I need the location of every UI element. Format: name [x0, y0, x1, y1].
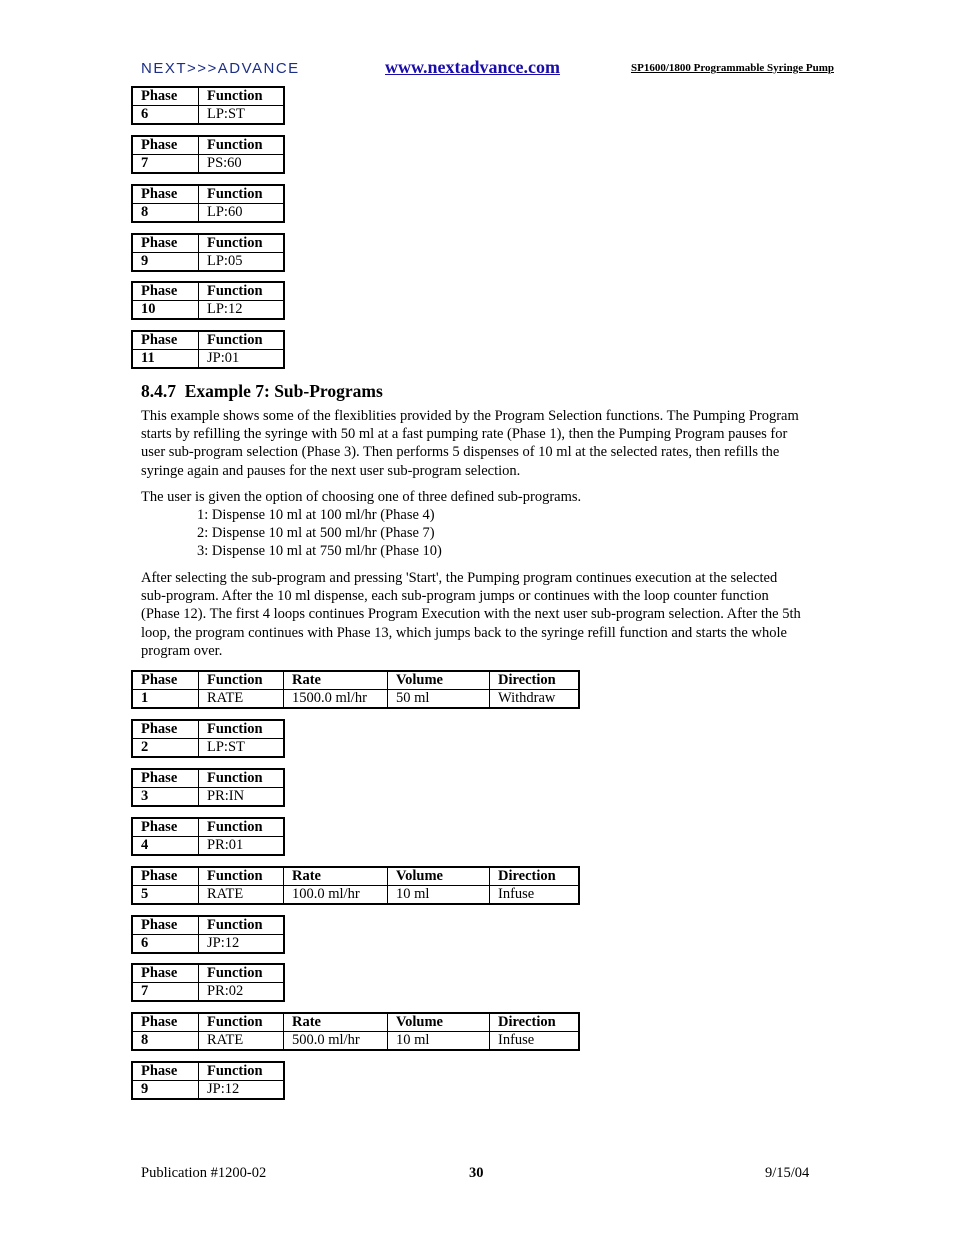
function-cell: LP:12 — [199, 301, 285, 320]
phase-header-cell: Phase — [132, 671, 199, 690]
phase-cell: 1 — [132, 690, 199, 709]
phase-header-cell: Phase — [132, 818, 199, 837]
table-row — [132, 106, 284, 125]
phase-table — [131, 86, 285, 125]
table-header-row — [132, 1013, 579, 1032]
function-cell: LP:ST — [199, 106, 285, 125]
function-header-cell: Function — [199, 671, 284, 690]
phase-header-cell: Phase — [132, 867, 199, 886]
option-item: 2: Dispense 10 ml at 500 ml/hr (Phase 7) — [197, 525, 435, 541]
table-row — [132, 253, 284, 272]
volume-header-cell: Volume — [388, 867, 490, 886]
phase-header-cell: Phase — [132, 964, 199, 983]
table-header-row — [132, 916, 284, 935]
function-cell: RATE — [199, 886, 284, 905]
table-row — [132, 983, 284, 1002]
phase-table — [131, 135, 285, 174]
volume-cell: 50 ml — [388, 690, 490, 709]
phase-table — [131, 817, 285, 856]
section-title-text: Example 7: Sub-Programs — [184, 381, 383, 401]
phase-table — [131, 915, 285, 954]
phase-table — [131, 963, 285, 1002]
table-row — [132, 935, 284, 954]
phase-table — [131, 330, 285, 369]
rate-cell: 1500.0 ml/hr — [284, 690, 388, 709]
direction-cell: Infuse — [490, 1032, 580, 1051]
rate-cell: 500.0 ml/hr — [284, 1032, 388, 1051]
function-cell: JP:12 — [199, 935, 285, 954]
function-header-cell: Function — [199, 769, 285, 788]
phase-header-cell: Phase — [132, 1062, 199, 1081]
table-row — [132, 350, 284, 369]
footer-page-number: 30 — [469, 1165, 484, 1181]
phase-cell: 7 — [132, 983, 199, 1002]
phase-header-cell: Phase — [132, 1013, 199, 1032]
phase-header-cell: Phase — [132, 136, 199, 155]
function-header-cell: Function — [199, 282, 285, 301]
table-row — [132, 1032, 579, 1051]
direction-header-cell: Direction — [490, 671, 580, 690]
function-header-cell: Function — [199, 818, 285, 837]
phase-header-cell: Phase — [132, 331, 199, 350]
option-item: 3: Dispense 10 ml at 750 ml/hr (Phase 10) — [197, 543, 442, 559]
table-header-row — [132, 234, 284, 253]
phase-table — [131, 768, 285, 807]
phase-table — [131, 233, 285, 272]
rate-header-cell: Rate — [284, 1013, 388, 1032]
function-cell: PR:02 — [199, 983, 285, 1002]
table-row — [132, 788, 284, 807]
table-header-row — [132, 720, 284, 739]
phase-cell: 6 — [132, 935, 199, 954]
function-header-cell: Function — [199, 185, 285, 204]
phase-cell: 7 — [132, 155, 199, 174]
table-header-row — [132, 87, 284, 106]
phase-header-cell: Phase — [132, 769, 199, 788]
table-row — [132, 1081, 284, 1100]
function-cell: JP:01 — [199, 350, 285, 369]
function-header-cell: Function — [199, 136, 285, 155]
phase-table — [131, 670, 580, 709]
website-link[interactable]: www.nextadvance.com — [385, 57, 560, 77]
table-row — [132, 739, 284, 758]
function-header-cell: Function — [199, 87, 285, 106]
table-row — [132, 886, 579, 905]
volume-header-cell: Volume — [388, 1013, 490, 1032]
section-number: 8.4.7 — [141, 381, 176, 401]
function-cell: RATE — [199, 690, 284, 709]
table-header-row — [132, 818, 284, 837]
table-header-row — [132, 671, 579, 690]
direction-cell: Infuse — [490, 886, 580, 905]
rate-cell: 100.0 ml/hr — [284, 886, 388, 905]
phase-cell: 8 — [132, 204, 199, 223]
function-cell: PR:IN — [199, 788, 285, 807]
function-header-cell: Function — [199, 234, 285, 253]
function-header-cell: Function — [199, 916, 285, 935]
function-cell: JP:12 — [199, 1081, 285, 1100]
function-cell: LP:05 — [199, 253, 285, 272]
footer-date: 9/15/04 — [765, 1165, 810, 1181]
table-header-row — [132, 185, 284, 204]
phase-cell: 10 — [132, 301, 199, 320]
phase-header-cell: Phase — [132, 282, 199, 301]
table-header-row — [132, 136, 284, 155]
phase-table — [131, 1012, 580, 1051]
function-header-cell: Function — [199, 964, 285, 983]
direction-cell: Withdraw — [490, 690, 580, 709]
phase-cell: 6 — [132, 106, 199, 125]
table-header-row — [132, 331, 284, 350]
function-cell: RATE — [199, 1032, 284, 1051]
volume-cell: 10 ml — [388, 886, 490, 905]
table-row — [132, 690, 579, 709]
phase-cell: 2 — [132, 739, 199, 758]
table-header-row — [132, 769, 284, 788]
phase-header-cell: Phase — [132, 720, 199, 739]
options-intro-paragraph: The user is given the option of choosing one of three defined sub-programs. — [141, 489, 582, 505]
section-heading — [141, 381, 383, 402]
phase-cell: 9 — [132, 253, 199, 272]
phase-header-cell: Phase — [132, 87, 199, 106]
table-row — [132, 204, 284, 223]
phase-table — [131, 281, 285, 320]
rate-header-cell: Rate — [284, 867, 388, 886]
product-title: SP1600/1800 Programmable Syringe Pump — [631, 62, 834, 74]
phase-cell: 4 — [132, 837, 199, 856]
table-header-row — [132, 1062, 284, 1081]
phase-cell: 3 — [132, 788, 199, 807]
table-row — [132, 837, 284, 856]
phase-cell: 5 — [132, 886, 199, 905]
phase-header-cell: Phase — [132, 916, 199, 935]
phase-cell: 9 — [132, 1081, 199, 1100]
phase-header-cell: Phase — [132, 234, 199, 253]
function-cell: PR:01 — [199, 837, 285, 856]
table-header-row — [132, 282, 284, 301]
table-header-row — [132, 964, 284, 983]
direction-header-cell: Direction — [490, 1013, 580, 1032]
phase-table — [131, 719, 285, 758]
table-row — [132, 155, 284, 174]
function-cell: PS:60 — [199, 155, 285, 174]
table-header-row — [132, 867, 579, 886]
function-header-cell: Function — [199, 1062, 285, 1081]
phase-table — [131, 866, 580, 905]
function-header-cell: Function — [199, 1013, 284, 1032]
footer-publication: Publication #1200-02 — [141, 1165, 267, 1181]
phase-cell: 8 — [132, 1032, 199, 1051]
phase-header-cell: Phase — [132, 185, 199, 204]
function-cell: LP:ST — [199, 739, 285, 758]
rate-header-cell: Rate — [284, 671, 388, 690]
intro-paragraph: This example shows some of the flexiblities provided by the Program Selection functions. The Pumping Program starts by refilling the syringe with 50 ml at a fast pumping rate (Phase 1), then the Pumping Program pauses for user sub-program selection (Phase 3). Then performs 5 dispenses of 10 ml at the selected rates, then refills the syringe again and pauses for the next user sub-program selection. — [141, 408, 799, 479]
explanation-paragraph: After selecting the sub-program and pressing 'Start', the Pumping program continues execution at the selected sub-program. After the 10 ml dispense, each sub-program jumps or continues with the loop counter function (Phase 12). The first 4 loops continues Program Execution with the next user sub-program selection. After the 5th loop, the program continues with Phase 13, which jumps back to the syringe refill function and starts the whole program over. — [141, 570, 801, 659]
function-header-cell: Function — [199, 720, 285, 739]
option-item: 1: Dispense 10 ml at 100 ml/hr (Phase 4) — [197, 507, 435, 523]
phase-cell: 11 — [132, 350, 199, 369]
function-header-cell: Function — [199, 867, 284, 886]
volume-header-cell: Volume — [388, 671, 490, 690]
company-logo: NEXT>>>ADVANCE — [141, 60, 300, 77]
table-row — [132, 301, 284, 320]
phase-table — [131, 184, 285, 223]
direction-header-cell: Direction — [490, 867, 580, 886]
function-header-cell: Function — [199, 331, 285, 350]
phase-table — [131, 1061, 285, 1100]
volume-cell: 10 ml — [388, 1032, 490, 1051]
function-cell: LP:60 — [199, 204, 285, 223]
